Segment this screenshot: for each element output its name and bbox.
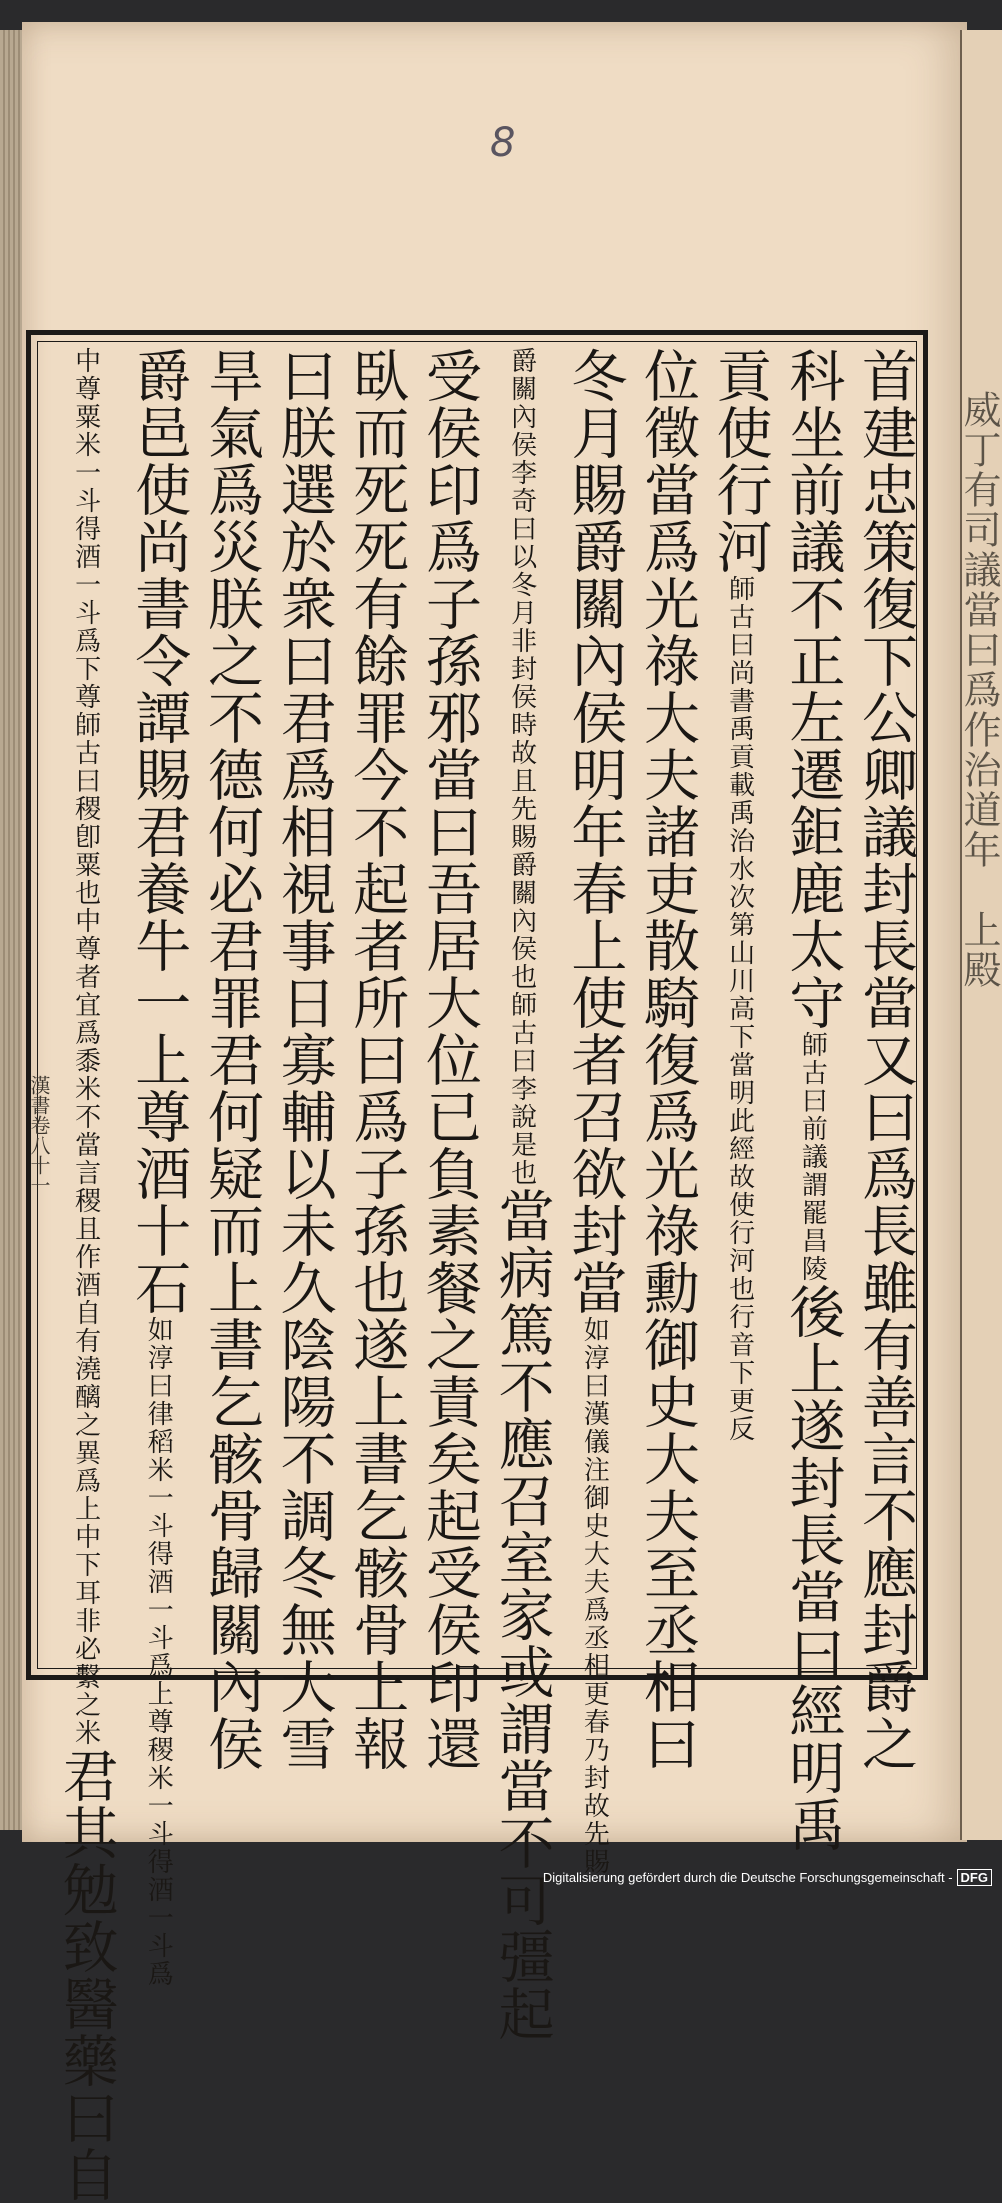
main-text: 君其勉致醫藥曰自 xyxy=(53,1747,119,2203)
text-column-7 xyxy=(404,347,482,1772)
text-column-4 xyxy=(622,347,700,1772)
commentary-text: 中尊粟米一斗得酒一斗爲下尊師古曰稷卽粟也中尊者宜爲黍米不當言稷且作酒自有澆醨之異爲上中下耳非必繫之米 xyxy=(70,347,101,1747)
commentary-text: 爵關內侯李奇曰以冬月非封侯時故且先賜爵關內侯也師古曰李說是也 xyxy=(506,347,537,1187)
main-text: 臥而死死有餘罪今不起者所曰爲子孫也遂上書乞骸骨上報 xyxy=(344,347,410,1772)
facing-page-text: 威丁有司議當曰爲作治道年 上殿 xyxy=(957,390,1001,990)
text-column-5 xyxy=(550,347,628,1876)
main-text: 科坐前議不正左遷鉅鹿太守 xyxy=(780,347,846,1031)
commentary-text: 如淳曰漢儀注御史大夫爲丞相更春乃封故先賜 xyxy=(579,1316,610,1876)
main-text: 爵邑使尚書令譚賜君養牛一上尊酒十石 xyxy=(126,347,192,1316)
commentary-text: 師古曰尚書禹貢載禹治水次第山川高下當明此經故使行河也行音下更反 xyxy=(724,575,755,1443)
text-column-6 xyxy=(477,347,555,2042)
margin-note: 漢書卷八十一 xyxy=(27,1075,51,1195)
text-column-12 xyxy=(41,347,119,2203)
pencil-page-mark: 8 xyxy=(490,120,516,166)
main-text: 曰朕選於衆曰君爲相視事日寡輔以未久陰陽不調冬無大雪 xyxy=(271,347,337,1772)
main-text: 冬月賜爵關內侯明年春上使者召欲封當 xyxy=(562,347,628,1316)
main-text: 後上遂封長當曰經明禹 xyxy=(780,1283,846,1853)
text-column-8 xyxy=(332,347,410,1772)
text-column-10 xyxy=(186,347,264,1772)
footer-text: Digitalisierung gefördert durch die Deutsche Forschungsgemeinschaft - xyxy=(542,1870,953,1885)
commentary-text: 如淳曰律稻米一斗得酒一斗爲上尊稷米一斗得酒一斗爲 xyxy=(143,1316,174,1988)
main-text: 貢使行河 xyxy=(707,347,773,575)
text-column-2 xyxy=(768,347,846,1853)
text-column-1 xyxy=(840,347,918,1772)
dfg-logo: DFG xyxy=(957,1869,992,1886)
text-column-9 xyxy=(259,347,337,1772)
commentary-text: 師古曰前議謂罷昌陵 xyxy=(797,1031,828,1283)
text-column-11 xyxy=(114,347,192,1988)
text-column-3 xyxy=(695,347,773,1663)
digitization-footer xyxy=(543,1870,992,1885)
main-text: 旱氣爲災朕之不德何必君罪君何疑而上書乞骸骨歸關內侯 xyxy=(198,347,264,1772)
main-text: 首建忠策復下公卿議封長當又曰爲長雖有善言不應封爵之 xyxy=(853,347,918,1772)
main-text: 當病篤不應召室家或謂當不可彊起 xyxy=(489,1187,555,2042)
facing-page-edge xyxy=(957,30,1002,1840)
main-text: 位徵當爲光祿大夫諸吏散騎復爲光祿勳御史大夫至丞相曰 xyxy=(634,347,700,1772)
main-text: 受侯印爲子孫邪當曰吾居大位已負素餐之責矣起受侯印還 xyxy=(416,347,482,1772)
